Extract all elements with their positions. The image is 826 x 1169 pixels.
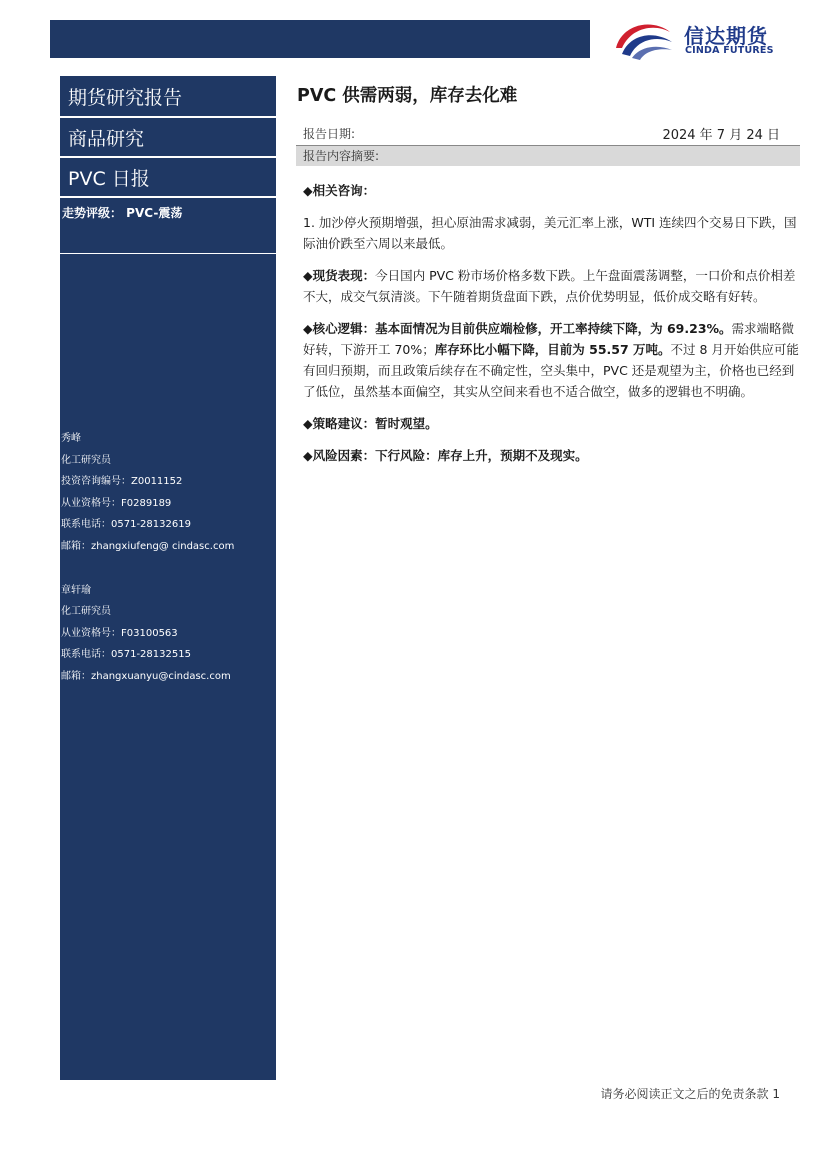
section-spot — [303, 265, 800, 307]
logic-highlight-inventory: 库存环比小幅下降，目前为 55.57 万吨。 — [434, 342, 671, 357]
section-logic — [303, 318, 800, 402]
sidebar-rating: 走势评级： PVC-震荡 — [60, 198, 276, 254]
date-row — [296, 122, 800, 146]
report-main — [296, 76, 800, 477]
section-risk — [303, 445, 800, 466]
date-value: 2024 年 7 月 24 日 — [662, 128, 780, 143]
logo-chinese-text: 信达期货 — [684, 24, 768, 48]
section-title: ◆核心逻辑： — [303, 321, 376, 336]
footer-disclaimer: 请务必阅读正文之后的免责条款 1 — [600, 1087, 780, 1101]
sidebar — [60, 76, 276, 1080]
cinda-logo — [612, 18, 802, 60]
section-title: ◆相关咨询： — [303, 183, 376, 198]
section-title: ◆现货表现： — [303, 268, 376, 283]
report-title: PVC 供需两弱，库存去化难 — [297, 86, 518, 106]
analyst-email: 邮箱：zhangxiufeng@ cindasc.com — [61, 540, 235, 552]
analyst-list — [60, 428, 276, 688]
sidebar-product: PVC 日报 — [60, 158, 276, 198]
section-text: 1. 加沙停火预期增强，担心原油需求减弱，美元汇率上涨，WTI 连续四个交易日下跌，国际油价跌至六周以来最低。 — [303, 215, 797, 251]
analyst-phone: 联系电话：0571-28132515 — [61, 649, 191, 661]
logic-text-outlook: 不过 8 月开始供应可能有回归预期，而且政策后续存在不确定性，空头集中，PVC 还是观望为主，价格也已经到了低位，虽然基本面偏空，其实从空间来看也不适合做空，做多的逻辑也不明确。 — [303, 342, 799, 399]
analyst-name: 秀峰 — [61, 433, 81, 444]
analyst-license-no: 从业资格号：F0289189 — [61, 497, 172, 509]
analyst-phone: 联系电话：0571-28132619 — [61, 519, 191, 531]
section-text: 下行风险：库存上升，预期不及现实。 — [375, 448, 588, 463]
analyst-email: 邮箱：zhangxuanyu@cindasc.com — [61, 670, 231, 682]
summary-label: 报告内容摘要: — [296, 146, 800, 166]
section-title: ◆策略建议： — [303, 416, 376, 431]
date-label: 报告日期: — [303, 127, 356, 141]
analyst-name: 章轩瑜 — [61, 584, 91, 596]
logic-highlight-supply: 基本面情况为目前供应端检修，开工率持续下降，为 69.23%。 — [375, 321, 732, 336]
section-text: 暂时观望。 — [375, 416, 438, 431]
report-content — [296, 180, 800, 466]
analyst-title: 化工研究员 — [61, 454, 111, 466]
sidebar-category: 商品研究 — [60, 118, 276, 158]
sidebar-report-type: 期货研究报告 — [60, 76, 276, 118]
logo-english-text: CINDA FUTURES — [685, 45, 774, 56]
section-text: 今日国内 PVC 粉市场价格多数下跌。上午盘面震荡调整，一口价和点价相差不大，成交气氛清淡。下午随着期货盘面下跌，点价优势明显，低价成交略有好转。 — [303, 268, 796, 304]
analyst-license-no: 从业资格号：F03100563 — [61, 627, 178, 639]
header-bar — [50, 20, 590, 58]
logic-text-demand: 需求端略微好转，下游开工 70%； — [303, 321, 795, 357]
section-consult — [303, 180, 800, 254]
section-title: ◆风险因素： — [303, 448, 376, 463]
analyst-consult-no: 投资咨询编号：Z0011152 — [61, 476, 183, 488]
analyst-title: 化工研究员 — [61, 606, 111, 618]
section-strategy — [303, 413, 800, 434]
cinda-swoosh-icon — [612, 18, 674, 60]
